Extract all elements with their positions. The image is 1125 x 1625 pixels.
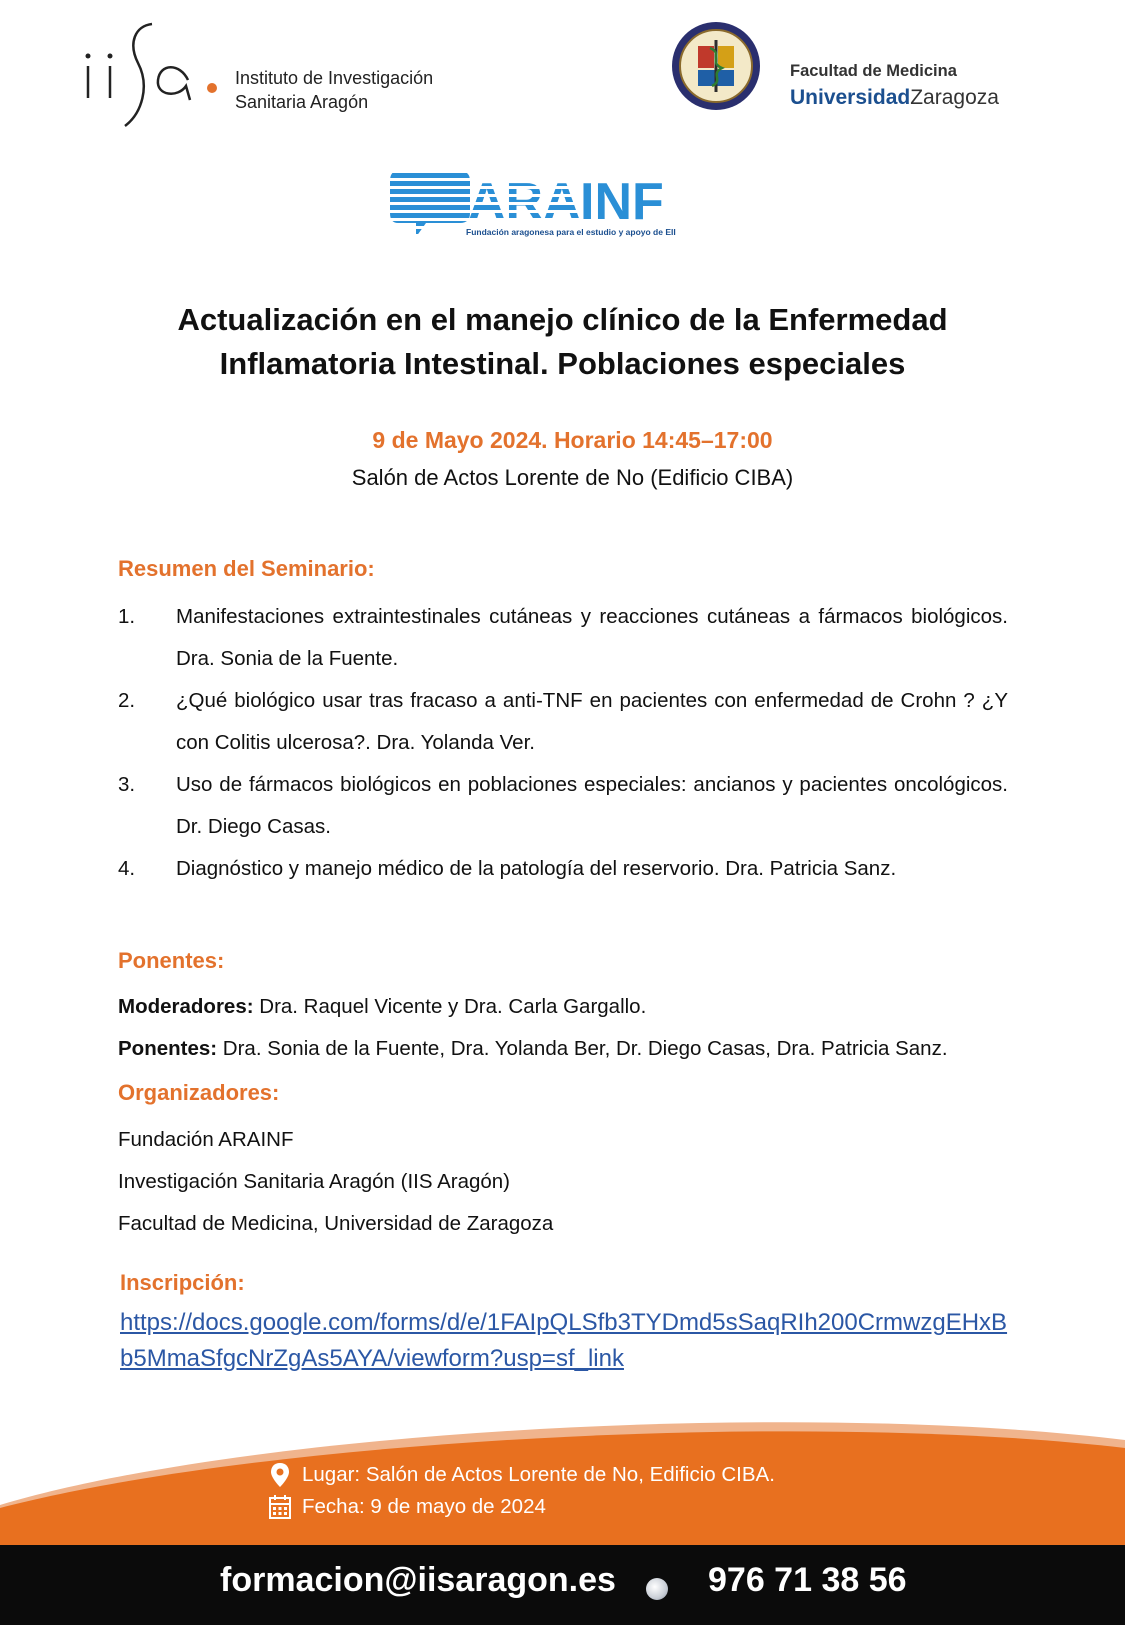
title-line2: Inflamatoria Intestinal. Poblaciones especiales: [219, 346, 906, 381]
university-seal-icon: [670, 20, 762, 112]
arainf-logo: [390, 165, 700, 245]
event-date-time: 9 de Mayo 2024. Horario 14:45–17:00: [372, 427, 773, 453]
iisa-logo: [80, 18, 460, 138]
page-title: [80, 298, 1045, 386]
faculty-logo: [670, 20, 1030, 120]
university-name-bold: Universidad: [790, 86, 911, 109]
university-name: [790, 86, 999, 110]
iisa-mark-icon: [80, 18, 230, 138]
speakers-names: Dra. Sonia de la Fuente, Dra. Yolanda Ber, Dr. Diego Casas, Dra. Patricia Sanz.: [217, 1037, 948, 1060]
list-item: 2. ¿Qué biológico usar tras fracaso a anti-TNF en pacientes con enfermedad de Crohn ? ¿Y con Colitis ulcerosa?. Dra. Yolanda Ver.: [118, 689, 1008, 754]
organizer-item: Fundación ARAINF: [118, 1128, 294, 1151]
speakers-line: [118, 1037, 948, 1061]
list-item: 3. Uso de fármacos biológicos en poblaciones especiales: ancianos y pacientes oncológicos. Dr. Diego Casas.: [118, 773, 1008, 838]
organizer-item: Investigación Sanitaria Aragón (IIS Aragón): [118, 1170, 511, 1193]
contact-phone[interactable]: 976 71 38 56: [708, 1561, 907, 1599]
moderators-names: Dra. Raquel Vicente y Dra. Carla Gargallo.: [253, 995, 647, 1018]
list-item: 1. Manifestaciones extraintestinales cutáneas y reacciones cutáneas a fármacos biológicos. Dra. Sonia de la Fuente.: [118, 605, 1008, 670]
organizers-heading: Organizadores:: [118, 1080, 280, 1105]
separator-dot-icon: [646, 1578, 668, 1600]
arainf-wordmark-inf: INF: [580, 173, 664, 231]
footer-date-text: Fecha: 9 de mayo de 2024: [302, 1495, 546, 1518]
footer-place-text: Lugar: Salón de Actos Lorente de No, Edificio CIBA.: [302, 1463, 775, 1486]
university-name-rest: Zaragoza: [910, 86, 999, 109]
location-pin-icon: [268, 1462, 292, 1488]
speakers-label: Ponentes:: [118, 1037, 218, 1060]
arainf-tagline: Fundación aragonesa para el estudio y apoyo de EII: [466, 227, 676, 237]
registration-heading: Inscripción:: [120, 1270, 245, 1295]
iisa-name-line1: Instituto de Investigación: [235, 68, 434, 88]
seminar-heading: Resumen del Seminario:: [118, 556, 375, 581]
registration-link[interactable]: https://docs.google.com/forms/d/e/1FAIpQLSfb3TYDmd5sSaqRIh200CrmwzgEHxBb5MmaSfgcNrZgAs5AYA/viewform?usp=sf_link: [120, 1309, 1008, 1372]
title-line1: Actualización en el manejo clínico de la Enfermedad: [177, 302, 948, 337]
contact-email[interactable]: formacion@iisaragon.es: [220, 1561, 616, 1599]
footer-date: [268, 1494, 546, 1520]
seminar-list: [118, 596, 1008, 890]
calendar-icon: [268, 1494, 292, 1520]
speakers-heading: Ponentes:: [118, 948, 225, 973]
list-item: 4. Diagnóstico y manejo médico de la patología del reservorio. Dra. Patricia Sanz.: [118, 857, 897, 880]
moderators-label: Moderadores:: [118, 995, 254, 1018]
event-venue: Salón de Actos Lorente de No (Edificio CIBA): [351, 465, 794, 490]
moderators-line: [118, 995, 646, 1019]
arainf-wordmark-part: ARA: [468, 173, 581, 231]
iisa-name-line2: Sanitaria Aragón: [235, 92, 369, 112]
footer-place: [268, 1462, 775, 1488]
organizer-item: Facultad de Medicina, Universidad de Zaragoza: [118, 1212, 554, 1235]
faculty-name: Facultad de Medicina: [790, 62, 957, 80]
